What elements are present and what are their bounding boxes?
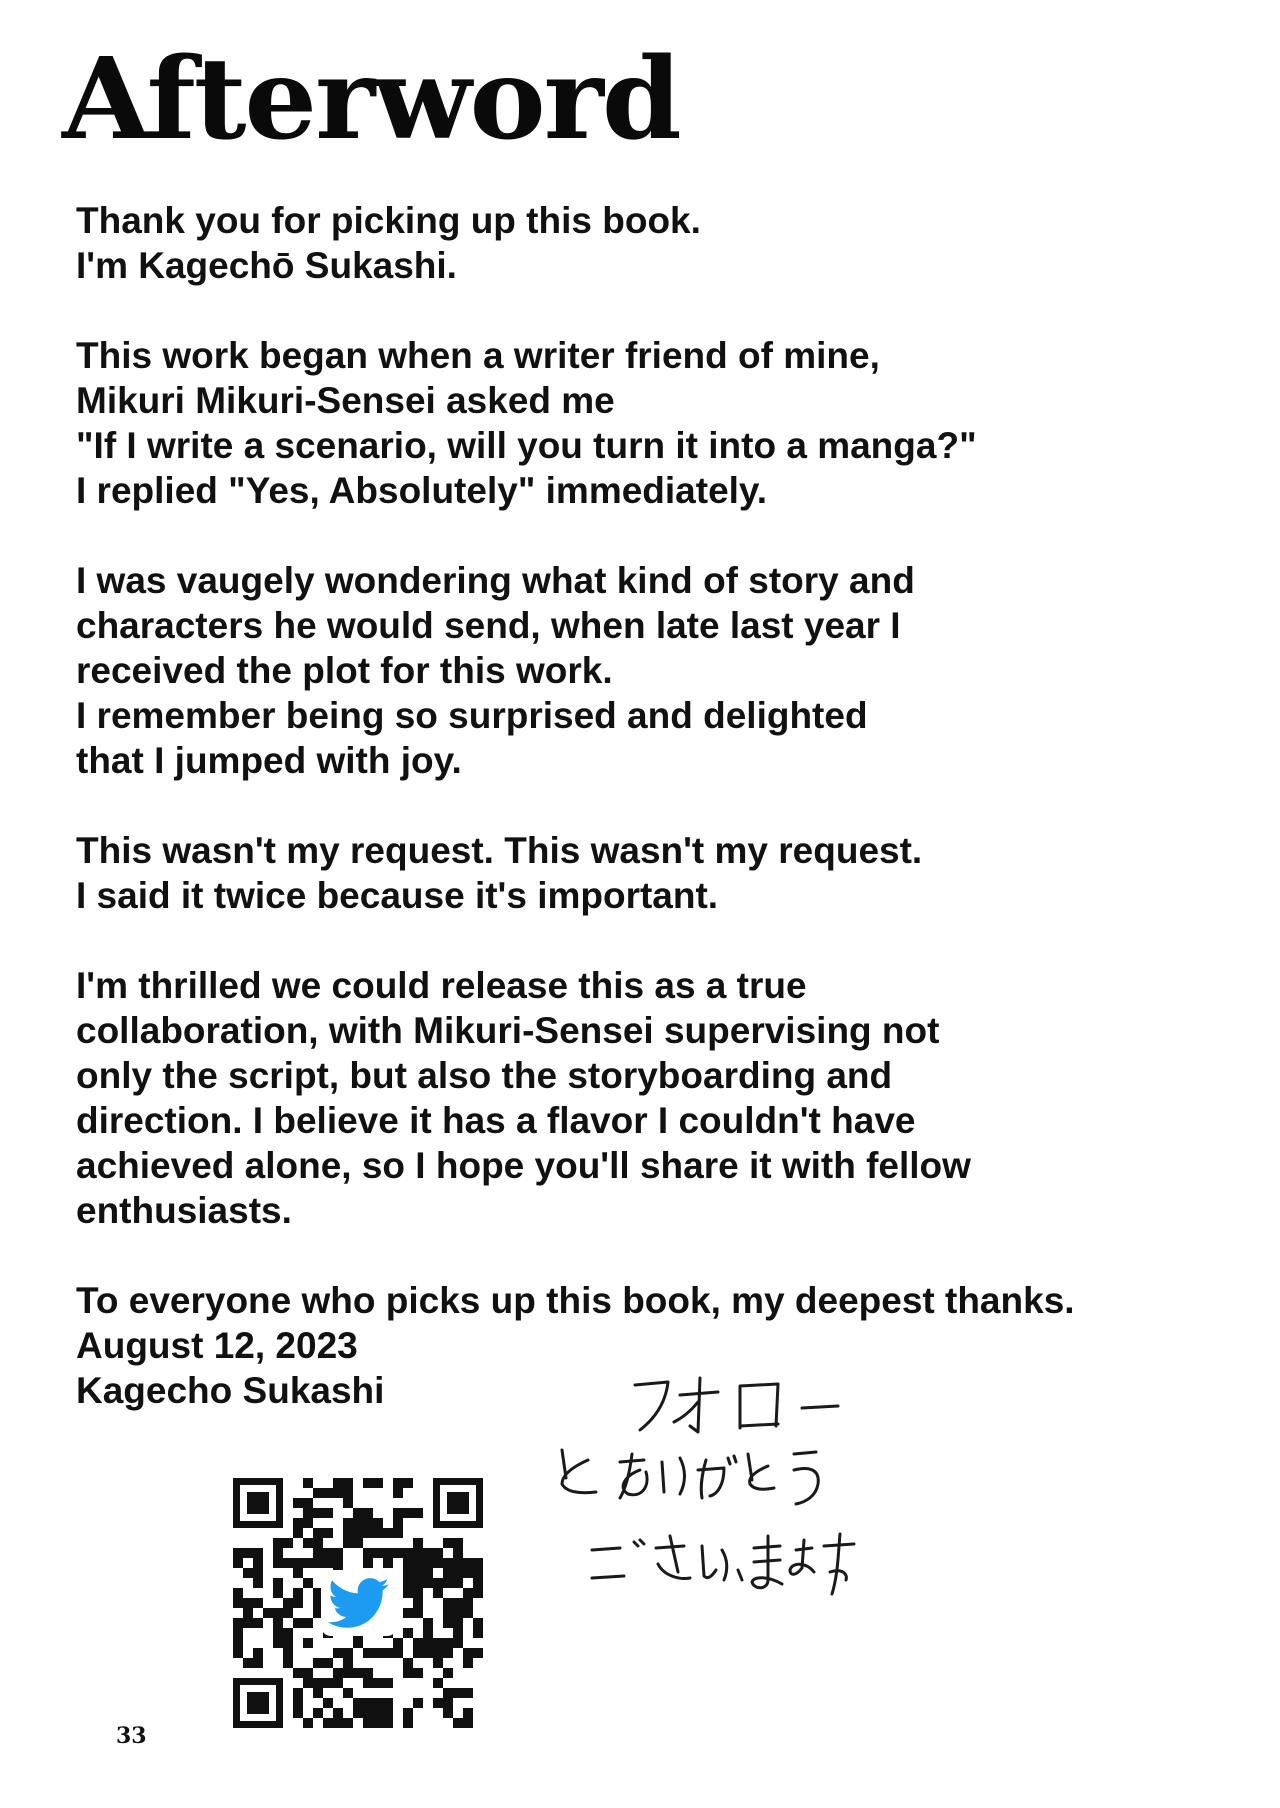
text-line: that I jumped with joy. (76, 740, 462, 781)
paragraph-request (76, 828, 1216, 918)
text-line: I replied "Yes, Absolutely" immediately. (76, 470, 768, 511)
paragraph-origin (76, 333, 1216, 513)
text-line: I'm Kagechō Sukashi. (76, 245, 457, 286)
text-line: only the script, but also the storyboarding and (76, 1055, 893, 1096)
text-line: achieved alone, so I hope you'll share it with fellow (76, 1145, 971, 1186)
text-line: received the plot for this work. (76, 650, 613, 691)
text-line: direction. I believe it has a flavor I couldn't have (76, 1100, 916, 1141)
twitter-bird-icon (319, 1568, 399, 1638)
text-line: This work began when a writer friend of mine, (76, 335, 880, 376)
page-title: Afterword (62, 34, 680, 165)
text-line: This wasn't my request. This wasn't my request. (76, 830, 923, 871)
text-line: To everyone who picks up this book, my deepest thanks. (76, 1280, 1075, 1321)
text-line: I said it twice because it's important. (76, 875, 719, 916)
handwritten-note (540, 1350, 920, 1670)
text-line: "If I write a scenario, will you turn it into a manga?" (76, 425, 977, 466)
text-line: I was vaugely wondering what kind of story and (76, 560, 915, 601)
date-line: August 12, 2023 (76, 1325, 358, 1366)
paragraph-collaboration (76, 963, 1216, 1233)
page-number: 33 (116, 1723, 147, 1749)
paragraph-plot (76, 558, 1216, 783)
text-line: I'm thrilled we could release this as a true (76, 965, 807, 1006)
text-line: characters he would send, when late last year I (76, 605, 901, 646)
paragraph-greeting (76, 198, 1216, 288)
text-line: collaboration, with Mikuri-Sensei supervising not (76, 1010, 940, 1051)
text-line: I remember being so surprised and delighted (76, 695, 868, 736)
author-signature-line: Kagecho Sukashi (76, 1370, 385, 1411)
text-line: Mikuri Mikuri-Sensei asked me (76, 380, 615, 421)
afterword-body (76, 198, 1216, 1413)
text-line: enthusiasts. (76, 1190, 292, 1231)
text-line: Thank you for picking up this book. (76, 200, 701, 241)
qr-code[interactable] (233, 1478, 483, 1728)
